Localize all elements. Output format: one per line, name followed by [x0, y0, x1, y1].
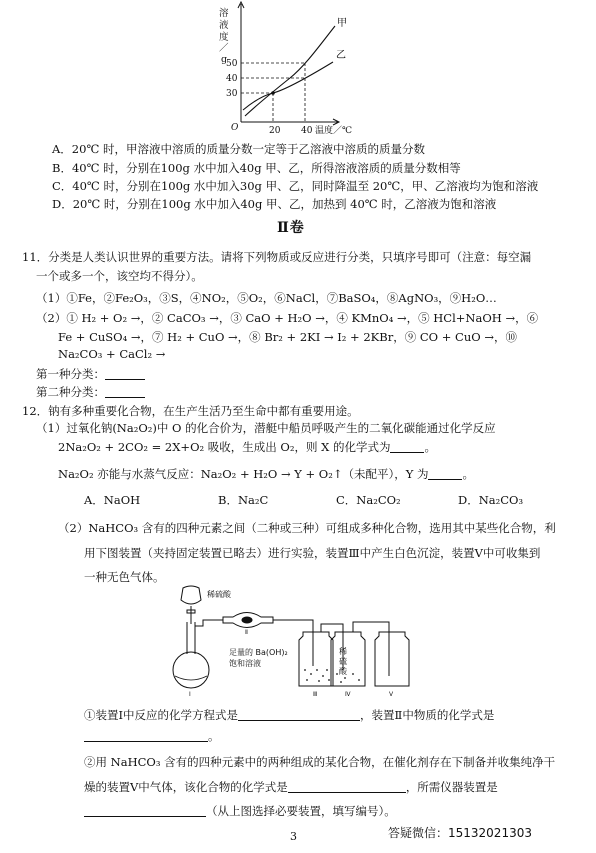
solubility-graph: [215, 0, 355, 137]
ylabel-char: 溶: [219, 8, 229, 19]
ylabel-char: 液: [219, 20, 229, 31]
q12-p1-line2-text: 2Na₂O₂ + 2CO₂ = 2X+O₂ 吸收，生成出 O₂，则 X 的化学式为: [58, 440, 391, 454]
x-tick: 20: [269, 126, 281, 136]
y-tick: 40: [226, 74, 238, 84]
q11-item1: （1）①Fe，②Fe₂O₃，③S，④NO₂，⑤O₂，⑥NaCl，⑦BaSO₄，⑧AgNO₃，⑨H₂O…: [36, 291, 497, 305]
q12-sub2-text-c: ，所需仪器装置是: [405, 780, 498, 794]
q12-sub2-text-b: 燥的装置Ⅴ中气体，该化合物的化学式是: [84, 780, 288, 794]
curve-yi: [243, 62, 333, 110]
q12-p1-line3-text: Na₂O₂ 亦能与水蒸气反应：Na₂O₂ + H₂O → Y + O₂↑（未配平），Y 为: [58, 467, 429, 481]
ylabel-char: 度: [219, 32, 229, 43]
q11-line1: 11．分类是人类认识世界的重要方法。请将下列物质或反应进行分类，只填序号即可（注意：每空漏: [22, 250, 532, 264]
q11-class2: [36, 384, 145, 400]
ylabel-char: g: [221, 54, 228, 65]
q11-line2: 一个或多一个，该空均不得分）。: [36, 269, 203, 283]
label-iii: Ⅲ: [313, 691, 318, 698]
answer-blank[interactable]: [84, 730, 208, 742]
y-axis-label: [219, 7, 229, 65]
q12-option-d: D．Na₂CO₃: [458, 493, 524, 507]
q10-option-a: A．20℃ 时，甲溶液中溶质的质量分数一定等于乙溶液中溶质的质量分数: [52, 142, 425, 156]
label-i: Ⅰ: [189, 691, 191, 698]
label-iv: Ⅳ: [345, 691, 351, 698]
q12-p2-line3: 一种无色气体。: [84, 570, 165, 584]
separatory-funnel: [181, 586, 201, 604]
dilute-acid-label-char: 硫: [339, 657, 347, 666]
baoh2-label: 足量的 Ba(OH)₂: [229, 648, 288, 657]
q12-p1-line1: （1）过氧化钠(Na₂O₂)中 O 的化合价为，潜艇中船员呼吸产生的二氧化碳能通过化学反应: [36, 421, 496, 435]
answer-blank[interactable]: [390, 441, 424, 453]
origin-label: O: [231, 123, 239, 133]
x-tick: 40: [301, 126, 313, 136]
dilute-acid-label-char: 稀: [339, 647, 347, 656]
q10-option-d: D．20℃ 时，分别在100g 水中加入40g 甲、乙，加热到 40℃ 时，乙溶液为饱和溶液: [52, 197, 497, 211]
q12-sub2-line2: [84, 779, 498, 795]
q12-sub2-line1: ②用 NaHCO₃ 含有的四种元素中的两种组成的某化合物，在催化剂存在下制备并收集纯净干: [84, 755, 556, 769]
answer-blank[interactable]: [288, 781, 406, 793]
baoh2-label: 饱和溶液: [229, 659, 261, 668]
bottle-v: [375, 632, 409, 686]
q12-sub1-text-b: ，装置Ⅱ中物质的化学式是: [360, 708, 495, 722]
label-ii: Ⅱ: [245, 629, 248, 636]
x-axis-label: 温度／℃: [315, 126, 353, 136]
apparatus-diagram: [163, 584, 425, 700]
q11-item2-line3: Na₂CO₃ + CaCl₂ →: [58, 347, 166, 361]
bottle-iii: [299, 632, 333, 686]
label-v: Ⅴ: [389, 691, 394, 698]
q12-option-c: C．Na₂CO₂: [336, 493, 401, 507]
q11-item2-line1: （2）① H₂ + O₂ →，② CaCO₃ →，③ CaO + H₂O →，④ KMnO₄ →，⑤ HCl+NaOH →，⑥: [36, 311, 539, 325]
ylabel-char: ／: [219, 43, 229, 54]
q12-p2-line2: 用下图装置（夹持固定装置已略去）进行实验，装置Ⅲ中产生白色沉淀，装置Ⅴ中可收集到: [84, 546, 541, 560]
answer-blank[interactable]: [238, 709, 360, 721]
q12-option-b: B．Na₂C: [218, 493, 269, 507]
answer-blank[interactable]: [105, 368, 145, 380]
answer-blank[interactable]: [428, 468, 462, 480]
curve-jia: [245, 26, 335, 116]
q11-class2-label: 第二种分类：: [36, 385, 105, 399]
q12-option-a: A．NaOH: [84, 493, 141, 507]
bottle-iv: [331, 632, 365, 686]
section-title: Ⅱ卷: [277, 220, 305, 236]
q11-item2-line2: Fe + CuSO₄ →，⑦ H₂ + CuO →，⑧ Br₂ + 2KI → I₂ + 2KBr，⑨ CO + CuO →，⑩: [58, 330, 517, 344]
q11-class1: [36, 366, 145, 382]
page-number: 3: [290, 830, 297, 843]
answer-blank[interactable]: [84, 805, 206, 817]
q12-p1-line3: Na₂O₂ 亦能与水蒸气反应：Na₂O₂ + H₂O → Y + O₂↑（未配平），Y 为 。: [58, 467, 474, 481]
dilute-sulfuric-acid-label: 稀硫酸: [207, 590, 231, 599]
q12-p2-line1: （2）NaHCO₃ 含有的四种元素之间（二种或三种）可组成多种化合物，选用其中某些化合物，利: [58, 521, 556, 535]
contact-info: 答疑微信：15132021303: [388, 826, 532, 840]
curve-jia-label: 甲: [337, 18, 347, 29]
dilute-acid-label-char: 酸: [339, 667, 347, 676]
q12-sub1: [84, 707, 494, 723]
q12-p1-line2: 2Na₂O₂ + 2CO₂ = 2X+O₂ 吸收，生成出 O₂，则 X 的化学式为 。: [58, 440, 436, 454]
q10-option-b: B．40℃ 时，分别在100g 水中加入40g 甲、乙，所得溶液溶质的质量分数相等: [52, 161, 461, 175]
answer-blank[interactable]: [105, 386, 145, 398]
q12-sub1-text-a: ①装置Ⅰ中反应的化学方程式是: [84, 708, 239, 722]
flask-i: [173, 652, 209, 688]
q12-sub2-text-d: （从上图选择必要装置，填写编号）。: [206, 804, 396, 818]
q12-sub2-line3: [84, 803, 396, 819]
liquid-dots: [304, 669, 360, 683]
y-tick: 50: [226, 59, 238, 69]
q11-class1-label: 第一种分类：: [36, 367, 105, 381]
curve-yi-label: 乙: [336, 50, 346, 61]
q12-intro: 12．钠有多种重要化合物，在生产生活乃至生命中都有重要用途。: [22, 404, 359, 418]
q12-sub1-blank-line: 。: [84, 728, 220, 744]
q10-option-c: C．40℃ 时，分别在100g 水中加入30g 甲、乙，同时降温至 20℃，甲、乙溶液均为饱和溶液: [52, 179, 539, 193]
y-tick: 30: [226, 89, 238, 99]
